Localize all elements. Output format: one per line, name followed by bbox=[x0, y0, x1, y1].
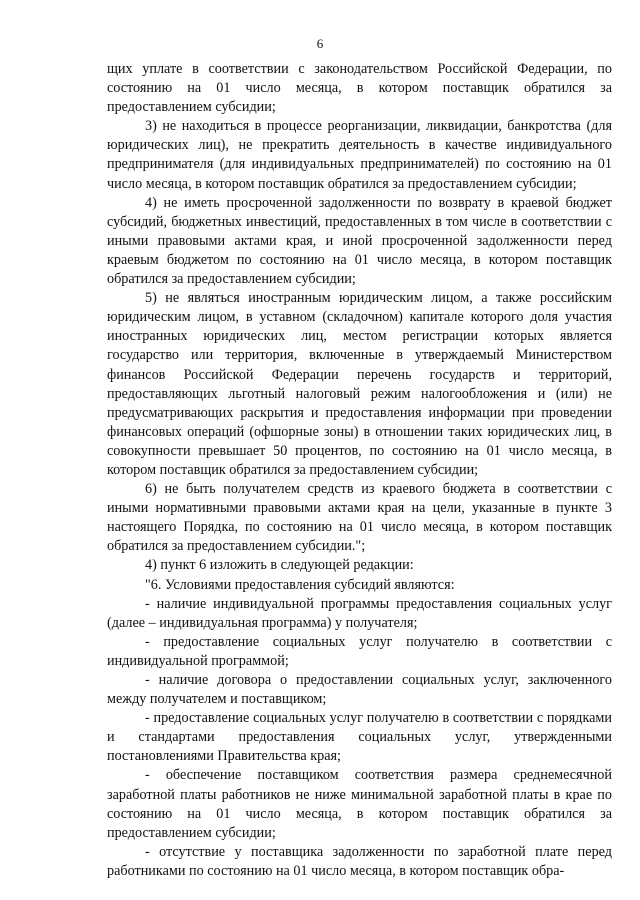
paragraph-condition-salary: - обеспечение поставщиком соответствия размера среднемесячной заработной платы работников не ниже минимальной заработной платы в крае по состоянию на 01 число месяца, в котором поставщик обратился за предоставлением субсидии; bbox=[107, 767, 612, 841]
paragraph-continuation: щих уплате в соответствии с законодательством Российской Федерации, по состоянию на 01 число месяца, в котором поставщик обратился за предоставлением субсидии; bbox=[107, 61, 612, 116]
paragraph-condition-individual-program: - наличие индивидуальной программы предоставления социальных услуг (далее – индивидуальная программа) у получателя; bbox=[107, 595, 612, 631]
paragraph-item-4: 4) не иметь просроченной задолженности по возврату в краевой бюджет субсидий, бюджетных инвестиций, предоставленных в том числе в соответствии с иными правовыми актами края, и иной просроченной задолженности перед краевым бюджетом по состоянию на 01 число месяца, в котором поставщик обратился за предоставлением субсидии; bbox=[107, 194, 612, 288]
paragraph-condition-no-wage-debt: - отсутствие у поставщика задолженности по заработной плате перед работниками по состоянию на 01 число месяца, в котором поставщик обра- bbox=[107, 843, 612, 879]
paragraph-item-6: 6) не быть получателем средств из краевого бюджета в соответствии с иными нормативными правовыми актами края на цели, указанные в пункте 3 настоящего Порядка, по состоянию на 01 число месяца, в котором поставщик обратился за предоставлением субсидии."; bbox=[107, 481, 612, 555]
paragraph-condition-contract: - наличие договора о предоставлении социальных услуг, заключенного между получателем и поставщиком; bbox=[107, 672, 612, 708]
page-number: 6 bbox=[316, 36, 324, 51]
paragraph-amendment-point-4: 4) пункт 6 изложить в следующей редакции: bbox=[145, 557, 414, 574]
paragraph-conditions-heading: "6. Условиями предоставления субсидий являются: bbox=[145, 576, 455, 593]
document-body bbox=[107, 60, 612, 881]
paragraph-condition-standards: - предоставление социальных услуг получателю в соответствии с порядками и стандартами предоставления социальных услуг, утвержденными постановлениями Правительства края; bbox=[107, 710, 612, 765]
paragraph-item-3: 3) не находиться в процессе реорганизации, ликвидации, банкротства (для юридических лиц), не прекратить деятельность в качестве индивидуального предпринимателя (для индивидуальных предпринимателей) по состоянию на 01 число месяца, в котором поставщик обратился за предоставлением субсидии; bbox=[107, 118, 612, 192]
paragraph-condition-services-per-program: - предоставление социальных услуг получателю в соответствии с индивидуальной программой; bbox=[107, 633, 612, 669]
paragraph-item-5: 5) не являться иностранным юридическим лицом, а также российским юридическим лицом, в уставном (складочном) капитале которого доля участия иностранных юридических лиц, местом регистрации которых является государство или территория, включенные в утверждаемый Министерством финансов Российской Федерации перечень государств и территорий, предоставляющих льготный налоговый режим налогообложения и (или) не предусматривающих раскрытия и предоставления информации при проведении финансовых операций (офшорные зоны) в отношении таких юридических лиц, в совокупности превышает 50 процентов, по состоянию на 01 число месяца, в котором поставщик обратился за предоставлением субсидии; bbox=[107, 290, 612, 478]
